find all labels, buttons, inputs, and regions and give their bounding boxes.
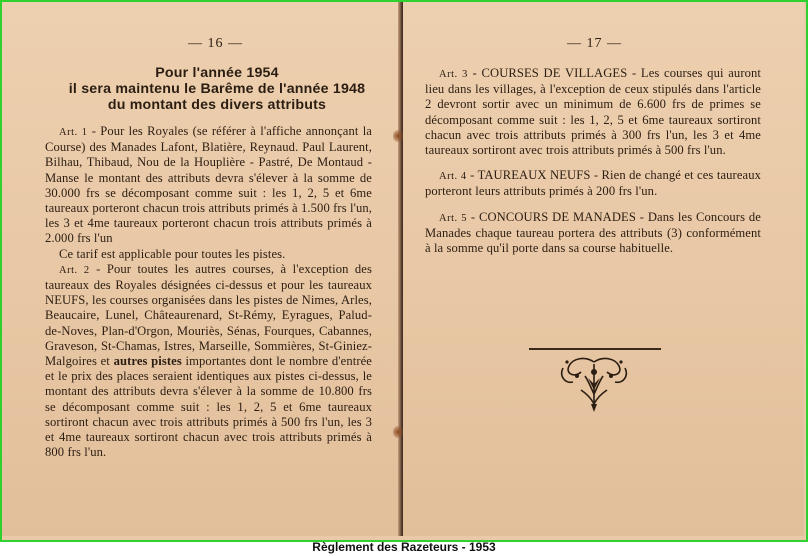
article-4 <box>425 168 761 199</box>
article-label: Art. 4 <box>439 171 467 183</box>
article-label: Art. 1 <box>59 127 88 138</box>
article-label: Art. 3 <box>439 69 468 80</box>
article-text: - COURSES DE VILLAGES - Les courses qui auront lieu dans les villages, à l'exception de ceux stipulés dans l'article 2 devront sortir avec un minimum de 6.600 frs de primes se décomposant comme suit : les 1, 2, 5 et 6me taureaux sortiront chacun avec trois attributs primés à 300 frs l'un, les 3 et 4me taureaux sortiront avec trois attributs primés à 500 frs l'un. <box>425 66 762 158</box>
article-2 <box>45 262 372 461</box>
heading-line: du montant des divers attributs <box>107 97 327 113</box>
article-3 <box>425 66 761 158</box>
image-caption: Règlement des Razeteurs - 1953 <box>312 540 496 554</box>
page-heading <box>32 65 402 113</box>
article-text: - Pour toutes les autres courses, à l'exception des taureaux des Royales désignées ci-dessus et pour les taureaux NEUFS, les courses organisées dans les pistes de Nimes, Arles, Beaucaire, Lunel, Châteaurenard, St-Rémy, Eyragues, Palud-de-Noves, Plan-d'Orgon, Mouriès, Sénas, Fourques, Cabannes, Graveson, St-Chamas, Istres, Marseille, Sommières, St-Giniez-Malgoires et <box>45 261 372 369</box>
article-label: Art. 5 <box>439 212 468 224</box>
heading-line: Pour l'année 1954 <box>155 65 279 81</box>
page-number: — 16 — <box>188 36 243 51</box>
staple-stain <box>393 426 403 438</box>
staple-stain <box>393 130 403 142</box>
article-1 <box>45 124 372 247</box>
heading-line: il sera maintenu le Barême de l'année 1948 <box>68 81 366 97</box>
article-5 <box>425 210 761 257</box>
article-text: - CONCOURS DE MANADES - Dans les Concours de Manades chaque taureau portera des attributs (3) conformément à la somme qu'il porte dans sa course habituelle. <box>425 209 761 256</box>
article-text: - TAUREAUX NEUFS - Rien de changé et ces taureaux porteront leurs attributs primés à 200 frs l'un. <box>425 168 762 199</box>
left-page <box>2 2 400 536</box>
right-page <box>403 2 804 536</box>
fleuron-ornament-icon <box>555 354 633 416</box>
article-label: Art. 2 <box>59 264 90 276</box>
page-number: — 17 — <box>567 36 622 51</box>
right-page-body <box>425 66 761 256</box>
article-text: importantes dont le nombre d'entrée et le prix des places seraient identiques aux pistes ci-dessus, le montant des attributs devra s'élever à la somme de 10.800 frs se décomposant comme suit : les 1, 2, 5 et 6me taureaux sortiront chacun avec trois attributs primés à 500 frs l'un, les 3 et 4me taureaux sortiront chacun avec trois attributs primés à 800 frs l'un. <box>45 354 372 460</box>
article-text: - Pour les Royales (se référer à l'affiche annonçant la Course) des Manades Lafont, Blatière, Reynaud. Paul Laurent, Bilhau, Thibaud, Nou de la Houplière - Pastré, De Montaud - Manse le montant des attributs devra s'élever à la somme de 30.000 frs se décomposant comme suit : les 1, 2, 5 et 6me taureaux porteront chacun trois attributs primés à 1.500 frs l'un, les 3 et 4me taureaux porteront chacun trois attributs primés à 2.000 frs l'un <box>45 124 372 246</box>
left-page-body <box>45 124 372 460</box>
article-1-note: Ce tarif est applicable pour toutes les pistes. <box>59 246 286 261</box>
article-bold-text: autres pistes <box>113 354 182 369</box>
section-rule <box>529 348 661 350</box>
